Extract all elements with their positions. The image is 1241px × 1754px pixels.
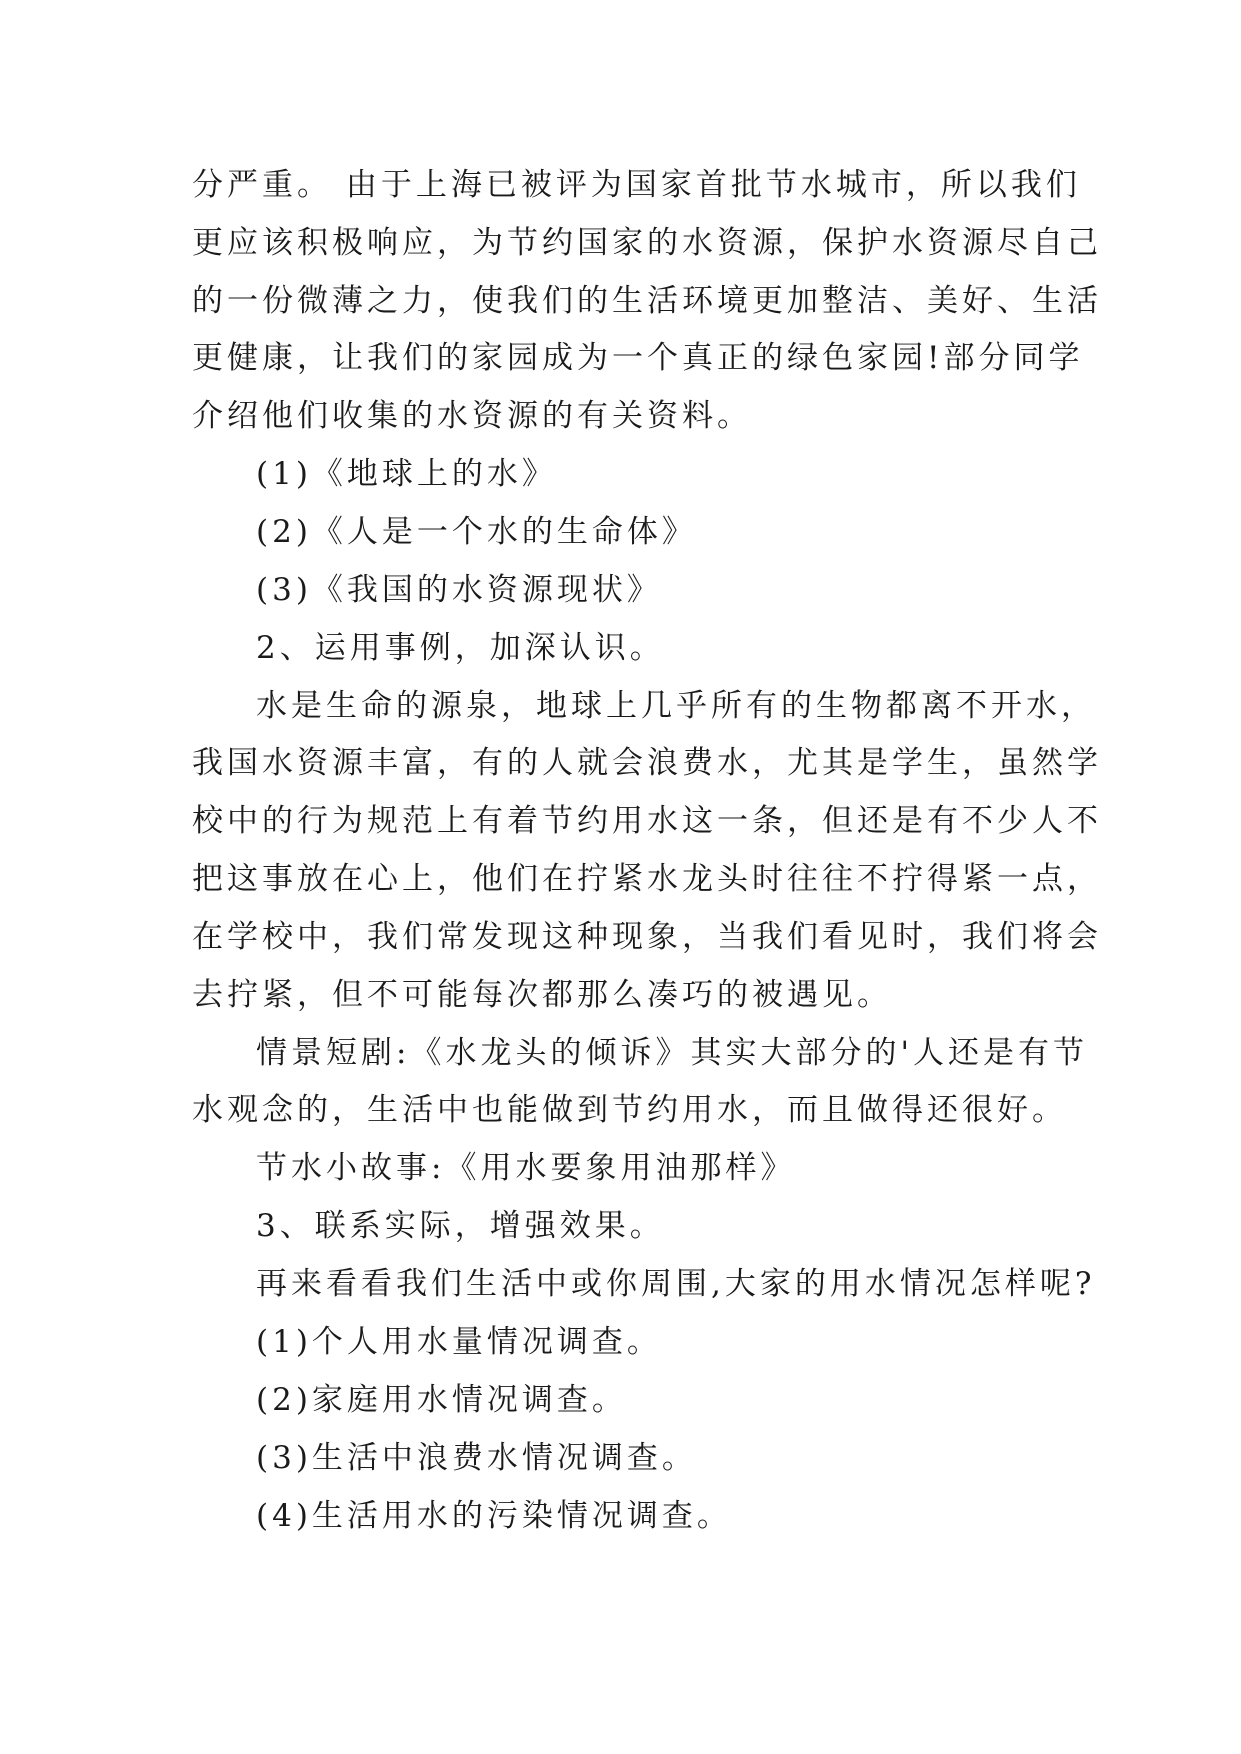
text-line-14: 在学校中，我们常发现这种现象，当我们看见时，我们将会	[192, 919, 1102, 955]
text-line-1: 分严重。 由于上海已被评为国家首批节水城市，所以我们	[192, 167, 1081, 203]
text-line-15: 去拧紧，但不可能每次都那么凑巧的被遇见。	[192, 977, 892, 1013]
paragraph-start: 情景短剧:《水龙头的倾诉》其实大部分的'人还是有节	[256, 1035, 1088, 1071]
paragraph-start: 再来看看我们生活中或你周围,大家的用水情况怎样呢?	[256, 1266, 1096, 1302]
text-line-12: 校中的行为规范上有着节约用水这一条，但还是有不少人不	[192, 803, 1102, 839]
list-item-1: (1)《地球上的水》	[256, 456, 557, 492]
list-item-3: (3)《我国的水资源现状》	[256, 572, 662, 608]
survey-item-2: (2)家庭用水情况调查。	[256, 1382, 627, 1418]
text-line-2: 更应该积极响应，为节约国家的水资源，保护水资源尽自己	[192, 225, 1102, 261]
survey-item-4: (4)生活用水的污染情况调查。	[256, 1498, 732, 1534]
section-heading-3: 3、联系实际，增强效果。	[256, 1208, 665, 1244]
survey-item-1: (1)个人用水量情况调查。	[256, 1324, 662, 1360]
text-line-17: 水观念的，生活中也能做到节约用水，而且做得还很好。	[192, 1092, 1067, 1128]
text-line-3: 的一份微薄之力，使我们的生活环境更加整洁、美好、生活	[192, 283, 1102, 319]
section-heading-2: 2、运用事例，加深认识。	[256, 630, 665, 666]
text-line-13: 把这事放在心上，他们在拧紧水龙头时往往不拧得紧一点，	[192, 861, 1102, 897]
paragraph-start: 水是生命的源泉，地球上几乎所有的生物都离不开水，	[256, 688, 1096, 724]
text-line-5: 介绍他们收集的水资源的有关资料。	[192, 398, 752, 434]
text-line-4: 更健康，让我们的家园成为一个真正的绿色家园!部分同学	[192, 340, 1084, 376]
survey-item-3: (3)生活中浪费水情况调查。	[256, 1440, 697, 1476]
text-line-11: 我国水资源丰富，有的人就会浪费水，尤其是学生，虽然学	[192, 745, 1102, 781]
list-item-2: (2)《人是一个水的生命体》	[256, 514, 697, 550]
story-title-line: 节水小故事:《用水要象用油那样》	[256, 1150, 796, 1186]
